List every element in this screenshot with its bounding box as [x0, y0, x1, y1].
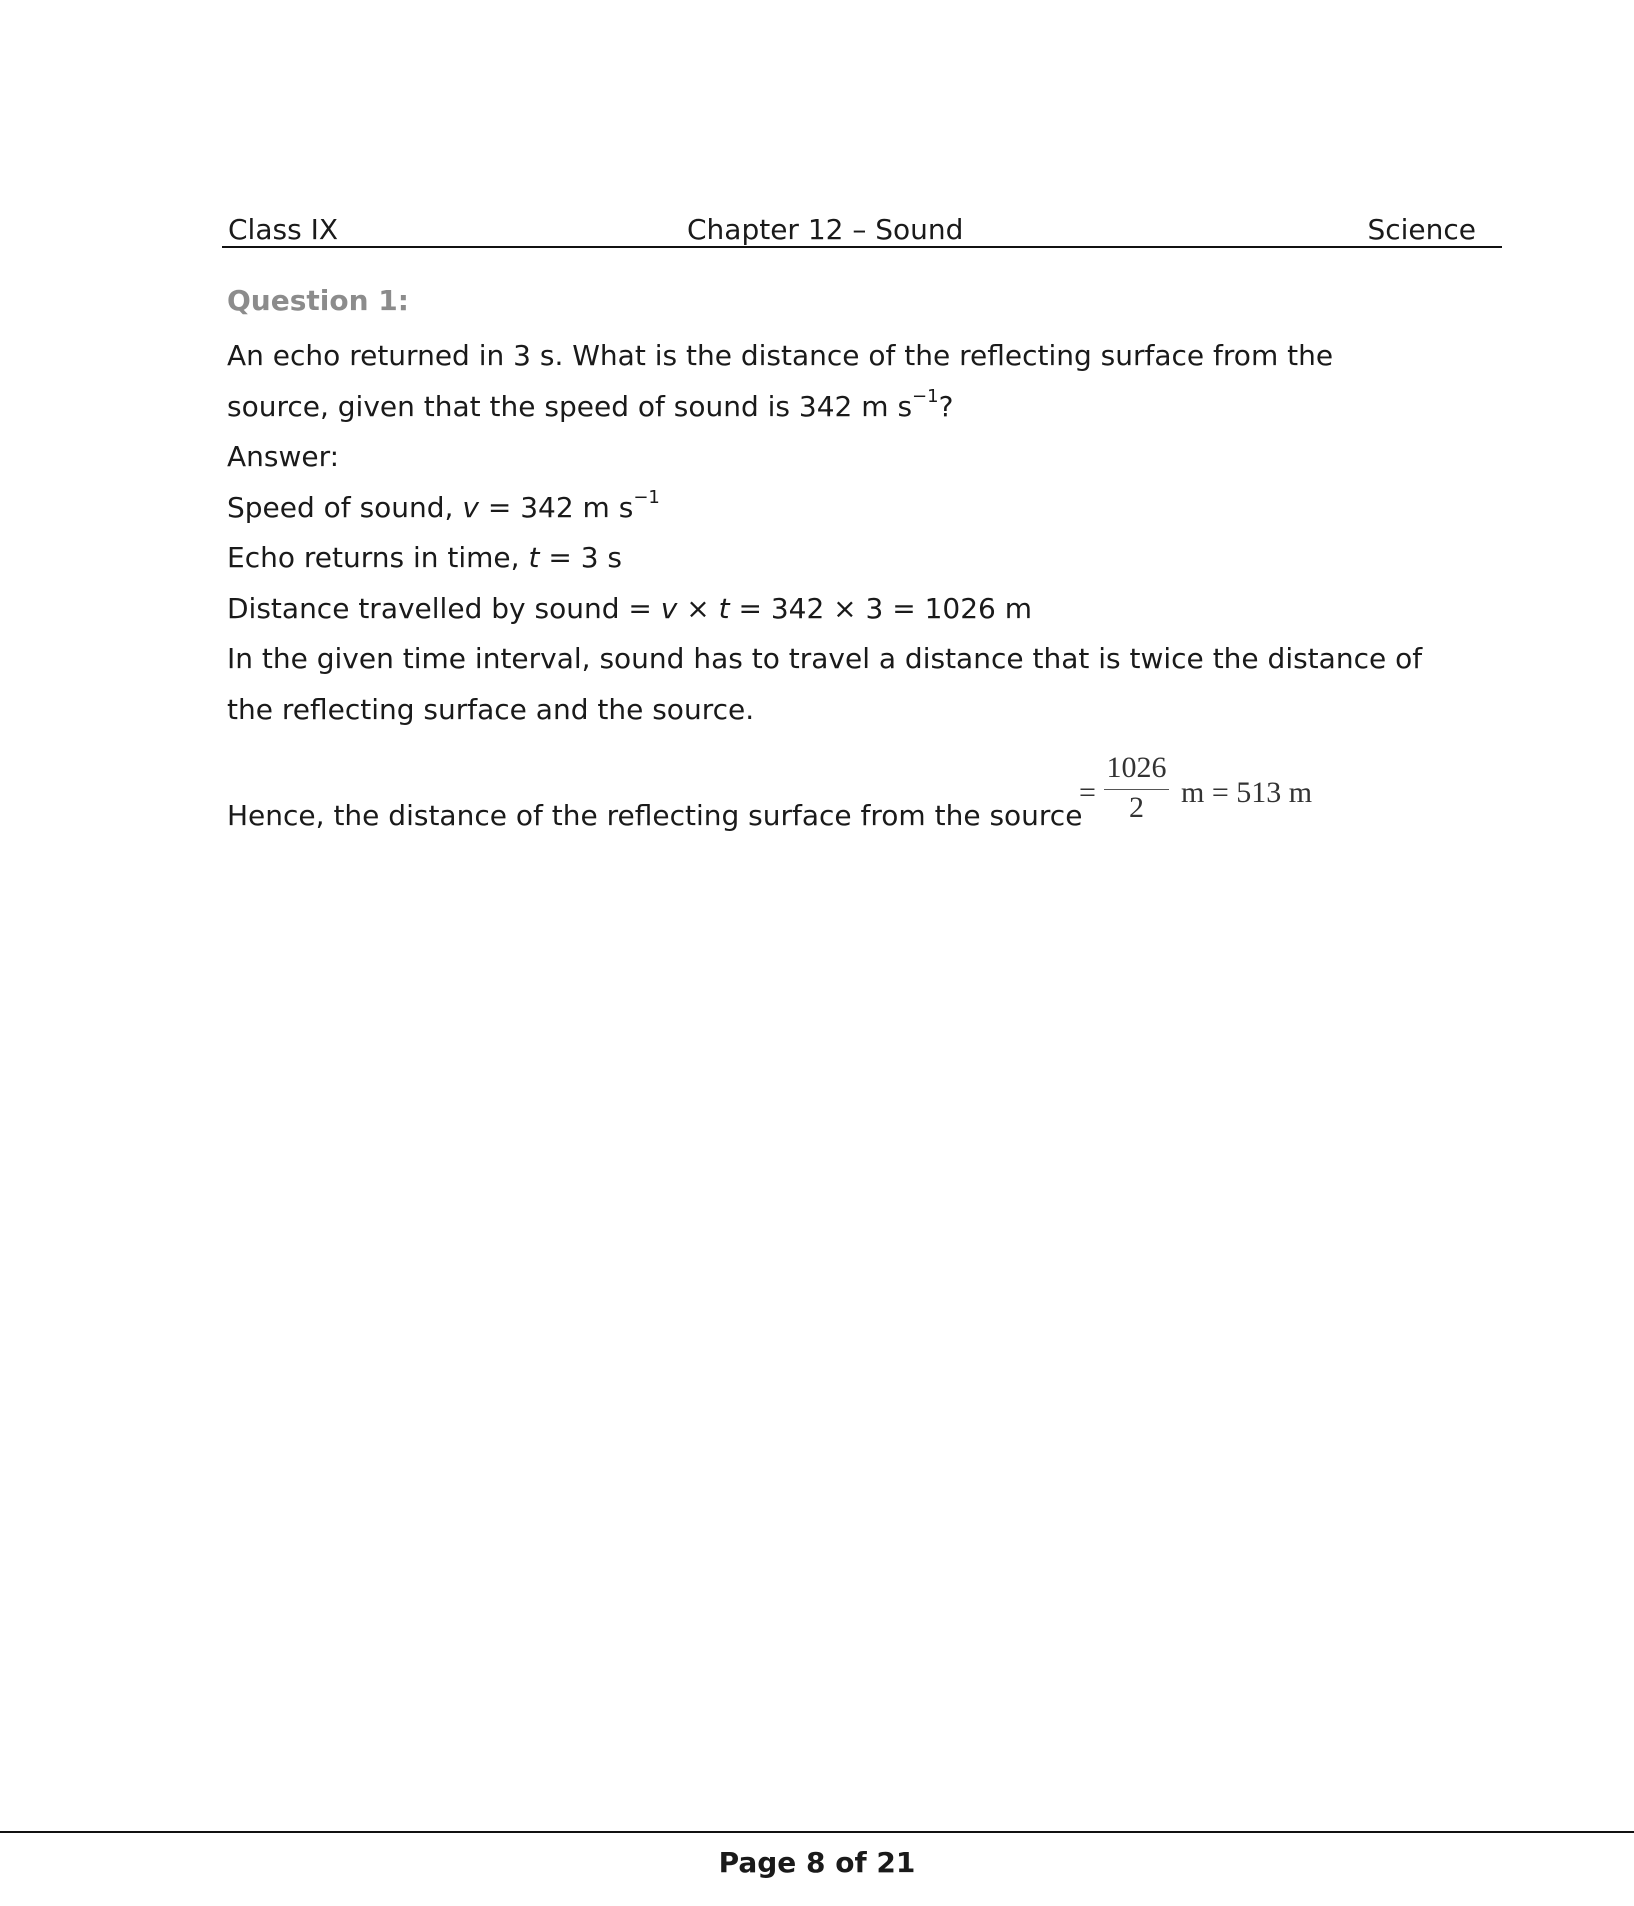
- formula-denominator: 2: [1129, 791, 1144, 824]
- formula-equals: =: [1079, 776, 1096, 809]
- header-chapter: Chapter 12 – Sound: [687, 213, 964, 246]
- speed-variable: v: [462, 490, 479, 524]
- formula-result: m = 513 m: [1181, 776, 1313, 809]
- time-variable: t: [528, 541, 540, 574]
- conclusion-text: Hence, the distance of the reflecting surface from the source: [227, 799, 1083, 832]
- formula-fraction: [1104, 751, 1169, 826]
- interval-line-1: In the given time interval, sound has to travel a distance that is twice the distance of: [227, 642, 1423, 675]
- question-unit-exponent: −1: [912, 386, 939, 408]
- page-content: [227, 283, 1427, 851]
- time-label: Echo returns in time,: [227, 541, 529, 574]
- formula-numerator: 1026: [1104, 751, 1169, 790]
- page-header: [222, 210, 1502, 248]
- interval-line-2: the reflecting surface and the source.: [227, 692, 755, 726]
- distance-value: = 342 × 3 = 1026 m: [729, 591, 1033, 625]
- question-line-2-text: source, given that the speed of sound is 342 m s: [227, 389, 913, 423]
- speed-label: Speed of sound,: [227, 490, 463, 524]
- answer-time-line: [227, 533, 1427, 584]
- header-subject: Science: [1367, 213, 1476, 246]
- answer-speed-line: [227, 483, 1427, 534]
- answer-conclusion: [227, 751, 1427, 851]
- question-line-1: An echo returned in 3 s. What is the distance of the reflecting surface from the: [227, 339, 1334, 372]
- page-number: Page 8 of 21: [718, 1846, 916, 1879]
- distance-times: ×: [677, 591, 719, 625]
- speed-value: = 342 m s: [478, 490, 634, 524]
- distance-v-variable: v: [660, 591, 678, 625]
- answer-interval-text: [227, 634, 1427, 735]
- header-class: Class IX: [228, 213, 339, 246]
- question-line-2-end: ?: [938, 389, 954, 423]
- answer-label: Answer:: [227, 440, 340, 473]
- question-label: Question 1:: [227, 284, 409, 317]
- question-line-2: [227, 382, 1427, 433]
- speed-unit-exponent: −1: [633, 487, 660, 509]
- footer-divider: [0, 1831, 1634, 1833]
- answer-distance-line: [227, 584, 1427, 635]
- distance-label: Distance travelled by sound =: [227, 591, 661, 625]
- distance-t-variable: t: [718, 591, 730, 625]
- question-text: [227, 331, 1427, 432]
- time-value: = 3 s: [539, 541, 623, 574]
